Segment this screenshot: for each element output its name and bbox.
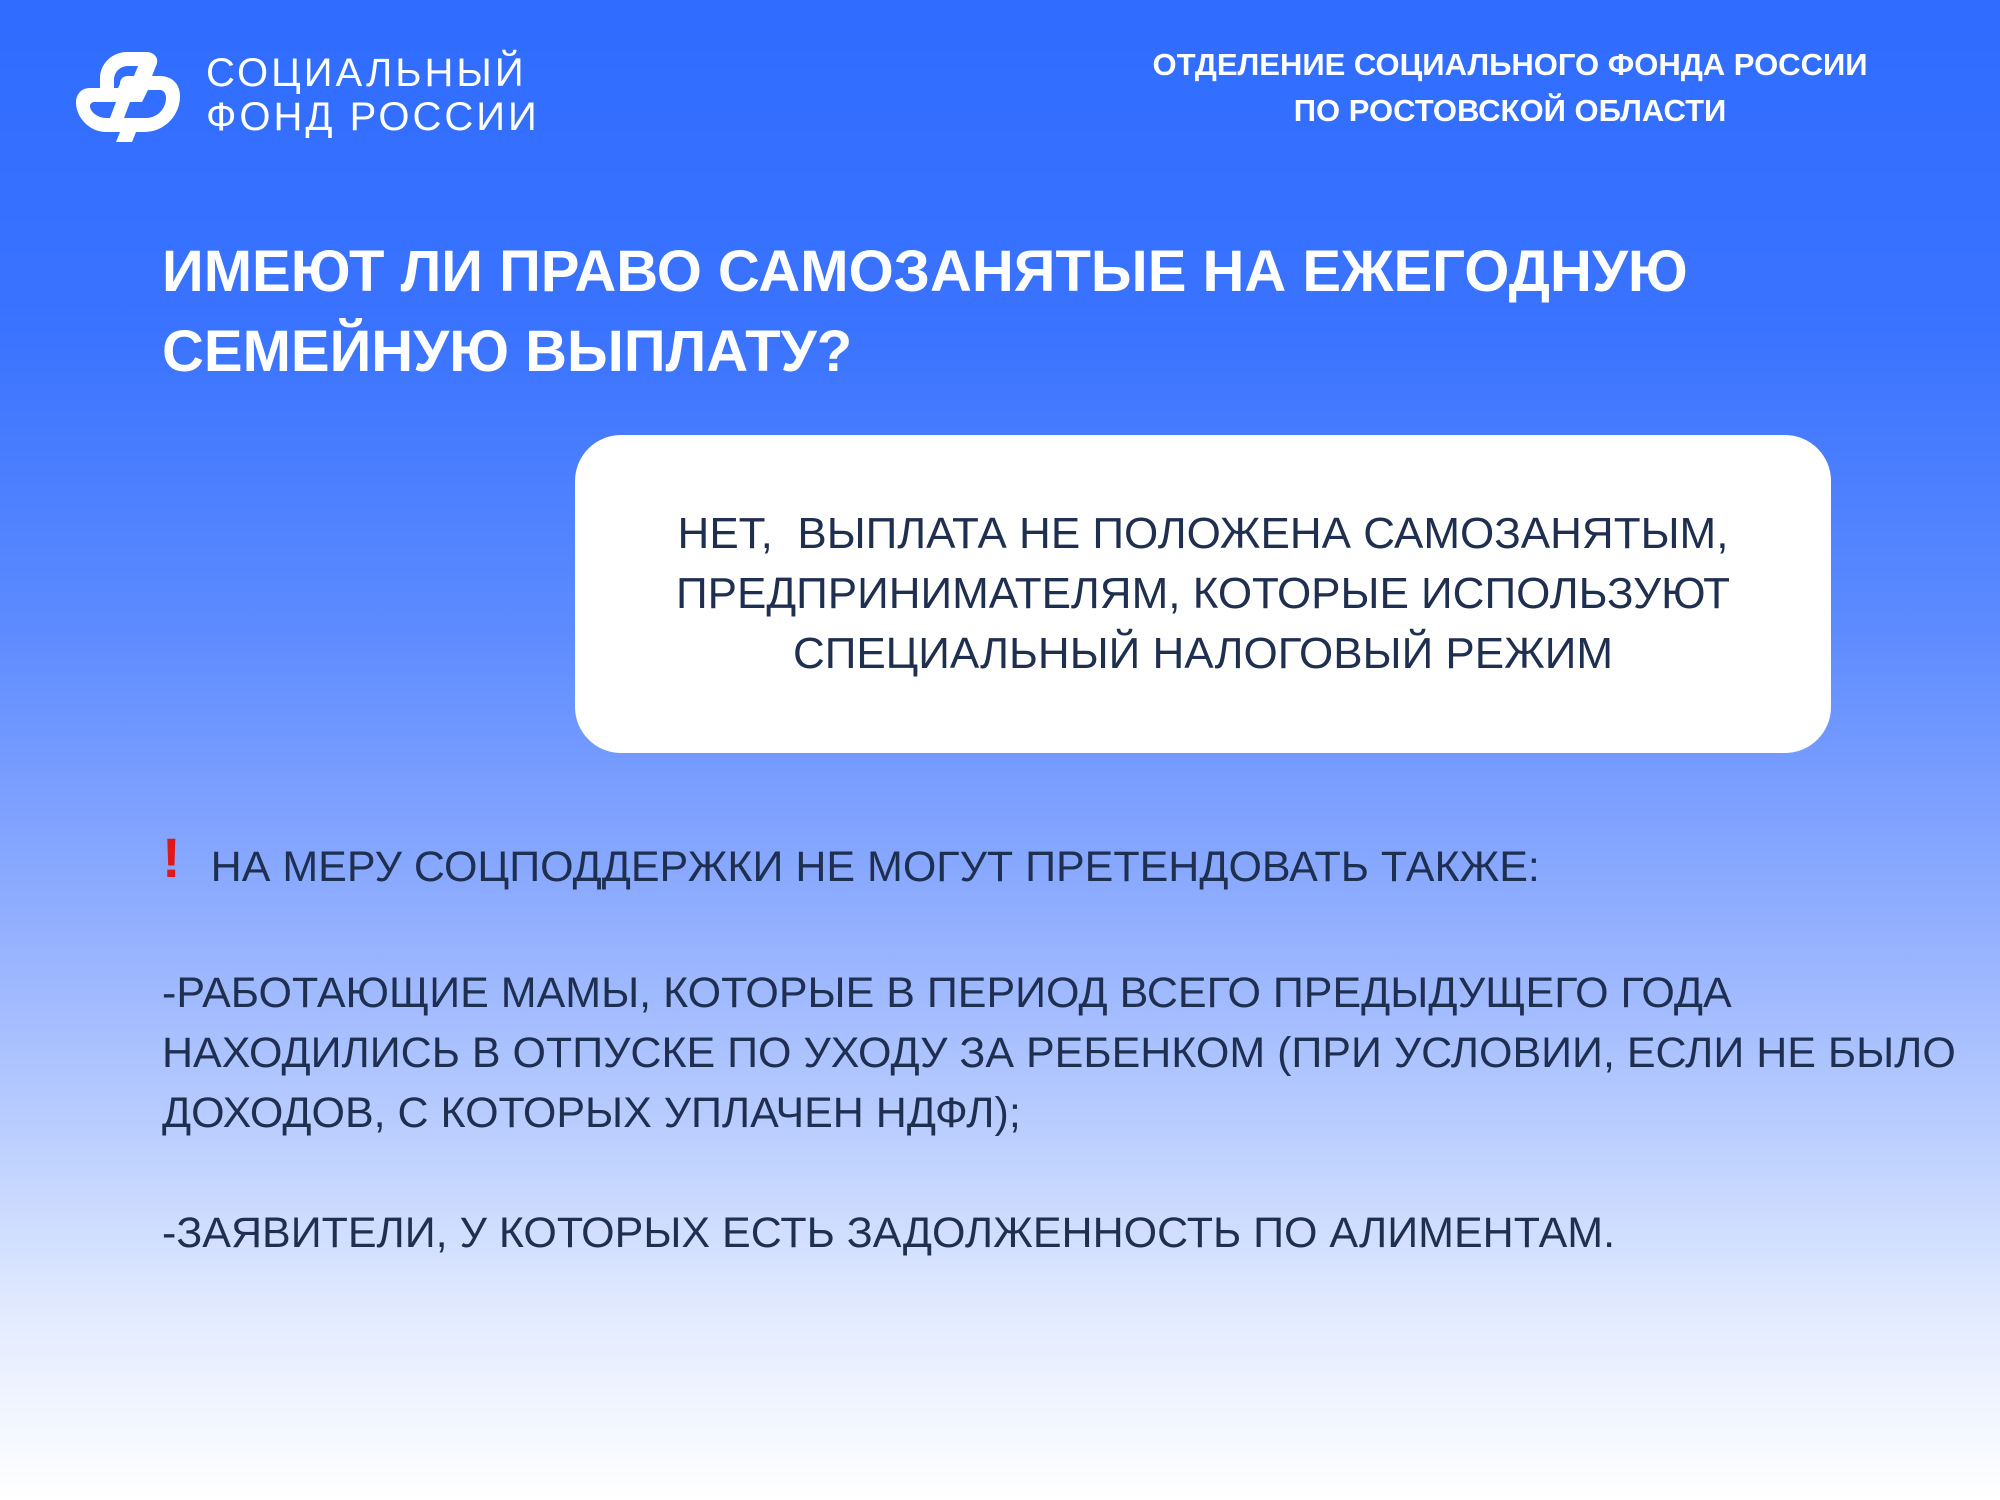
answer-text: [676, 504, 1730, 684]
list-item: [162, 963, 1982, 1143]
department-line-2: ПО РОСТОВСКОЙ ОБЛАСТИ: [1293, 93, 1727, 128]
notice-text: НА МЕРУ СОЦПОДДЕРЖКИ НЕ МОГУТ ПРЕТЕНДОВАТЬ ТАКЖЕ:: [210, 843, 1540, 891]
exclamation-mark: !: [162, 826, 181, 889]
answer-line-2: ПРЕДПРИНИМАТЕЛЯМ, КОТОРЫЕ ИСПОЛЬЗУЮТ: [676, 569, 1730, 618]
answer-line-1: НЕТ, ВЫПЛАТА НЕ ПОЛОЖЕНА САМОЗАНЯТЫМ,: [677, 509, 1729, 558]
answer-card: [575, 435, 1831, 753]
notice: [162, 826, 1540, 897]
page-title: [162, 232, 1782, 392]
social-fund-logo-icon: [72, 40, 184, 150]
list-item-1-line-1: -РАБОТАЮЩИЕ МАМЫ, КОТОРЫЕ В ПЕРИОД ВСЕГО ПРЕДЫДУЩЕГО ГОДА: [162, 969, 1732, 1017]
list-item-1-line-3: ДОХОДОВ, С КОТОРЫХ УПЛАЧЕН НДФЛ);: [162, 1089, 1021, 1137]
department-line-1: ОТДЕЛЕНИЕ СОЦИАЛЬНОГО ФОНДА РОССИИ: [1152, 47, 1868, 82]
title-line-2: СЕМЕЙНУЮ ВЫПЛАТУ?: [162, 319, 853, 384]
title-line-1: ИМЕЮТ ЛИ ПРАВО САМОЗАНЯТЫЕ НА ЕЖЕГОДНУЮ: [162, 239, 1688, 304]
exclusions-list: [162, 963, 1982, 1263]
list-item-1-line-2: НАХОДИЛИСЬ В ОТПУСКЕ ПО УХОДУ ЗА РЕБЕНКОМ (ПРИ УСЛОВИИ, ЕСЛИ НЕ БЫЛО: [162, 1029, 1956, 1077]
logo-line-2: ФОНД РОССИИ: [206, 95, 540, 139]
social-fund-logo: [72, 40, 540, 150]
list-item-2-line-1: -ЗАЯВИТЕЛИ, У КОТОРЫХ ЕСТЬ ЗАДОЛЖЕННОСТЬ ПО АЛИМЕНТАМ.: [162, 1209, 1616, 1257]
logo-line-1: СОЦИАЛЬНЫЙ: [206, 51, 527, 95]
department-name: [1130, 42, 1890, 134]
social-fund-logo-text: [206, 51, 540, 139]
answer-line-3: СПЕЦИАЛЬНЫЙ НАЛОГОВЫЙ РЕЖИМ: [792, 629, 1614, 678]
list-item: [162, 1203, 1982, 1263]
